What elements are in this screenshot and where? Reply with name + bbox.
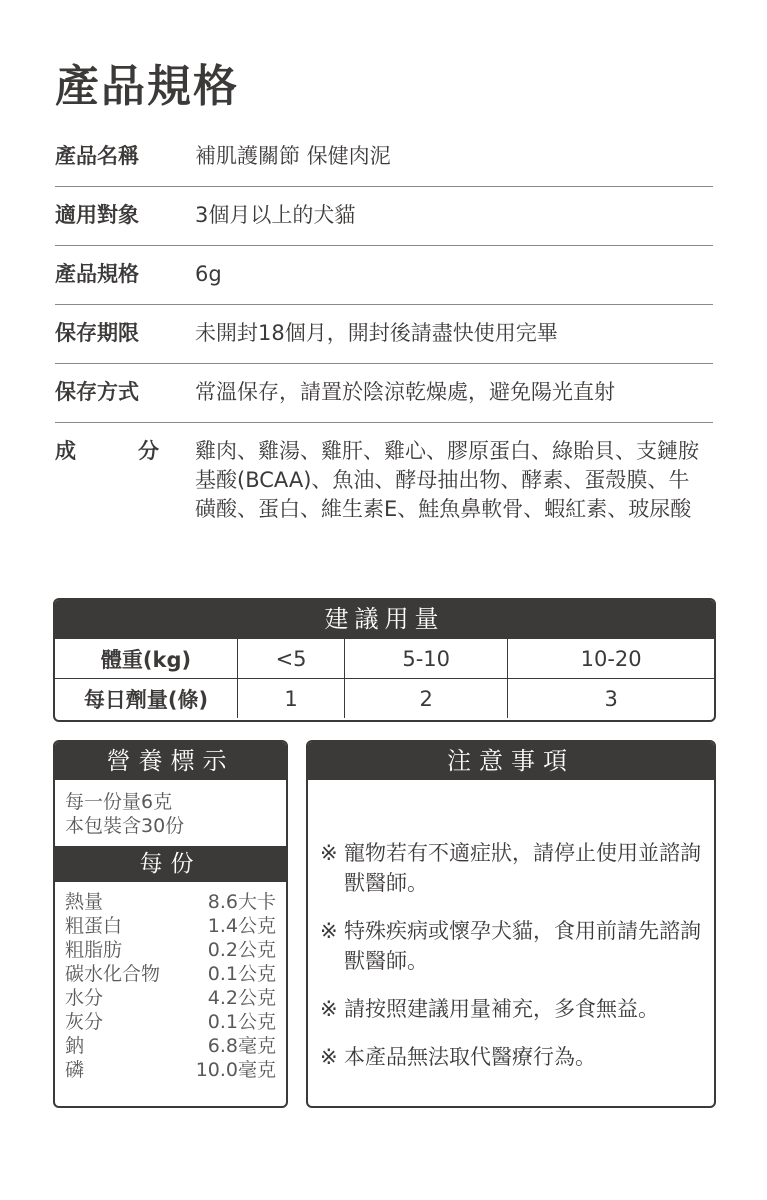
note-mark: ※: [320, 997, 338, 1021]
spec-value: 3個月以上的犬貓: [195, 203, 356, 227]
spec-row-size: [55, 246, 713, 305]
nutrient-name: 鈉: [65, 1035, 85, 1057]
note-text: 請按照建議用量補充，多食無益。: [344, 997, 659, 1021]
spec-table: [55, 128, 713, 539]
spec-value: 未開封18個月，開封後請盡快使用完畢: [195, 321, 558, 345]
dosage-cell: 5-10: [345, 639, 508, 679]
note-mark: ※: [320, 841, 338, 865]
dosage-row-weight: [55, 639, 714, 679]
nutrition-list: [55, 882, 286, 1082]
spec-label: 產品規格: [55, 262, 139, 286]
nutrient-name: 碳水化合物: [65, 963, 161, 985]
nutrient-value: 6.8毫克: [207, 1035, 276, 1057]
note-item: [320, 994, 702, 1024]
nutrient-value: 0.1公克: [207, 1011, 276, 1033]
notes-box: [306, 740, 716, 1108]
note-mark: ※: [320, 919, 338, 943]
spec-value: 6g: [195, 262, 222, 286]
ingredients-value: [195, 437, 699, 524]
nutrition-row: [65, 914, 276, 938]
nutrition-row: [65, 1058, 276, 1082]
nutrient-name: 磷: [65, 1059, 85, 1081]
dosage-row-amount: [55, 679, 714, 719]
nutrient-name: 粗蛋白: [65, 915, 123, 937]
nutrient-name: 熱量: [65, 891, 104, 913]
page-title: 產品規格: [55, 61, 239, 112]
spec-label: 產品名稱: [55, 144, 139, 168]
spec-value: 補肌護關節 保健肉泥: [195, 144, 391, 168]
nutrient-name: 水分: [65, 987, 104, 1009]
note-text: 寵物若有不適症狀，請停止使用並諮詢獸醫師。: [344, 841, 701, 895]
nutrition-row: [65, 986, 276, 1010]
notes-header: 注意事項: [308, 742, 714, 780]
nutrient-name: 粗脂肪: [65, 939, 123, 961]
nutrition-sub-header: 每份: [55, 846, 286, 882]
ingredients-line: 雞肉、雞湯、雞肝、雞心、膠原蛋白、綠貽貝、支鏈胺: [195, 439, 699, 463]
ingredients-line: 磺酸、蛋白、維生素E、鮭魚鼻軟骨、蝦紅素、玻尿酸: [195, 497, 692, 521]
dosage-cell: 10-20: [508, 639, 714, 679]
nutrition-row: [65, 890, 276, 914]
dosage-cell: 2: [345, 679, 508, 719]
note-text: 本產品無法取代醫療行為。: [344, 1045, 596, 1069]
note-item: [320, 916, 702, 976]
spec-label: 適用對象: [55, 203, 139, 227]
spec-row-ingredients: [55, 423, 713, 539]
nutrition-intro: [55, 780, 286, 846]
nutrient-value: 10.0毫克: [195, 1059, 276, 1081]
spec-label-char: 成: [55, 439, 76, 463]
spec-label-char: 分: [138, 439, 159, 463]
nutrition-header: 營養標示: [55, 742, 286, 780]
nutrition-intro-line: 每一份量6克: [65, 791, 173, 813]
nutrient-value: 4.2公克: [207, 987, 276, 1009]
nutrient-value: 0.2公克: [207, 939, 276, 961]
spec-value: 常溫保存，請置於陰涼乾燥處，避免陽光直射: [195, 380, 615, 404]
spec-row-name: [55, 128, 713, 187]
nutrient-value: 1.4公克: [207, 915, 276, 937]
dosage-label: 體重(kg): [55, 639, 238, 679]
nutrient-value: 0.1公克: [207, 963, 276, 985]
notes-list: [308, 780, 714, 1072]
nutrition-intro-line: 本包裝含30份: [65, 815, 185, 837]
spec-label: 保存期限: [55, 321, 139, 345]
dosage-table: [53, 598, 716, 722]
dosage-cell: 1: [238, 679, 345, 719]
nutrition-row: [65, 938, 276, 962]
note-item: [320, 838, 702, 898]
ingredients-line: 基酸(BCAA)、魚油、酵母抽出物、酵素、蛋殼膜、牛: [195, 468, 690, 492]
spec-label: 保存方式: [55, 380, 139, 404]
spec-row-storage: [55, 364, 713, 423]
note-item: [320, 1042, 702, 1072]
spec-row-shelf-life: [55, 305, 713, 364]
nutrition-row: [65, 962, 276, 986]
spec-label: [55, 437, 159, 524]
note-text: 特殊疾病或懷孕犬貓，食用前請先諮詢獸醫師。: [344, 919, 701, 973]
nutrient-name: 灰分: [65, 1011, 104, 1033]
nutrient-value: 8.6大卡: [207, 891, 276, 913]
spec-row-target: [55, 187, 713, 246]
nutrition-box: [53, 740, 288, 1108]
nutrition-row: [65, 1034, 276, 1058]
note-mark: ※: [320, 1045, 338, 1069]
dosage-cell: 3: [508, 679, 714, 719]
dosage-header: 建議用量: [55, 600, 714, 638]
nutrition-row: [65, 1010, 276, 1034]
dosage-label: 每日劑量(條): [55, 679, 238, 719]
dosage-cell: <5: [238, 639, 345, 679]
